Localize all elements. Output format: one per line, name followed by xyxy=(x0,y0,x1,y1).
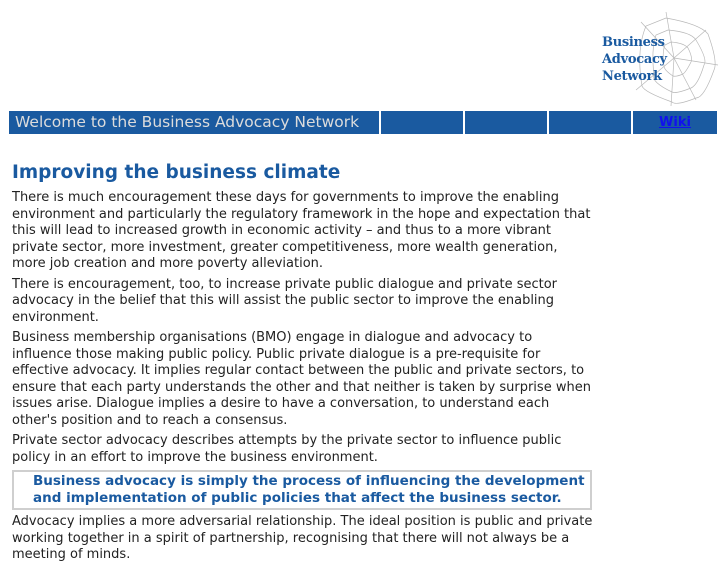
nav-cell-3[interactable] xyxy=(549,111,631,134)
definition-quote: Business advocacy is simply the process of influencing the development and implementation of public policies that affect the business sector. xyxy=(12,470,592,510)
paragraph-2: There is encouragement, too, to increase private public dialogue and private sector advocacy in the belief that this will assist the public sector to improve the enabling environment. xyxy=(12,276,558,325)
paragraph-3: Business membership organisations (BMO) engage in dialogue and advocacy to influence those making public policy. Public private dialogue is a pre-requisite for effective advocacy. It implies regular contact between the public and private sectors, to ensure that each party understands the other and that neither is taken by surprise when issues arise. Dialogue implies a desire to have a conversation, to understand each other's position and to reach a consensus. xyxy=(12,330,591,428)
nav-title: Welcome to the Business Advocacy Network xyxy=(9,111,379,134)
page-heading: Improving the business climate xyxy=(12,162,341,183)
site-logo[interactable] xyxy=(596,10,721,106)
paragraph-1: There is much encouragement these days for governments to improve the enabling environment and particularly the regulatory framework in the hope and expectation that this will lead to increased growth in economic activity – and thus to a more vibrant private sector, more investment, greater competitiveness, more wealth generation, more job creation and more poverty alleviation. xyxy=(12,190,591,271)
logo-line-business: Business xyxy=(602,35,665,50)
main-content xyxy=(12,160,594,568)
paragraph-4: Private sector advocacy describes attempts by the private sector to influence public policy in an effort to improve the business environment. xyxy=(12,433,562,465)
nav-cell-wiki xyxy=(633,111,717,134)
nav-cell-1[interactable] xyxy=(381,111,463,134)
logo-line-network: Network xyxy=(602,69,662,84)
nav-bar xyxy=(9,111,719,134)
paragraph-5: Advocacy implies a more adversarial relationship. The ideal position is public and private working together in a spirit of partnership, recognising that there will not always be a meeting of minds. xyxy=(12,514,593,562)
logo-text xyxy=(602,34,667,85)
wiki-link[interactable]: Wiki xyxy=(659,115,691,130)
nav-cell-2[interactable] xyxy=(465,111,547,134)
logo-line-advocacy: Advocacy xyxy=(602,52,667,67)
